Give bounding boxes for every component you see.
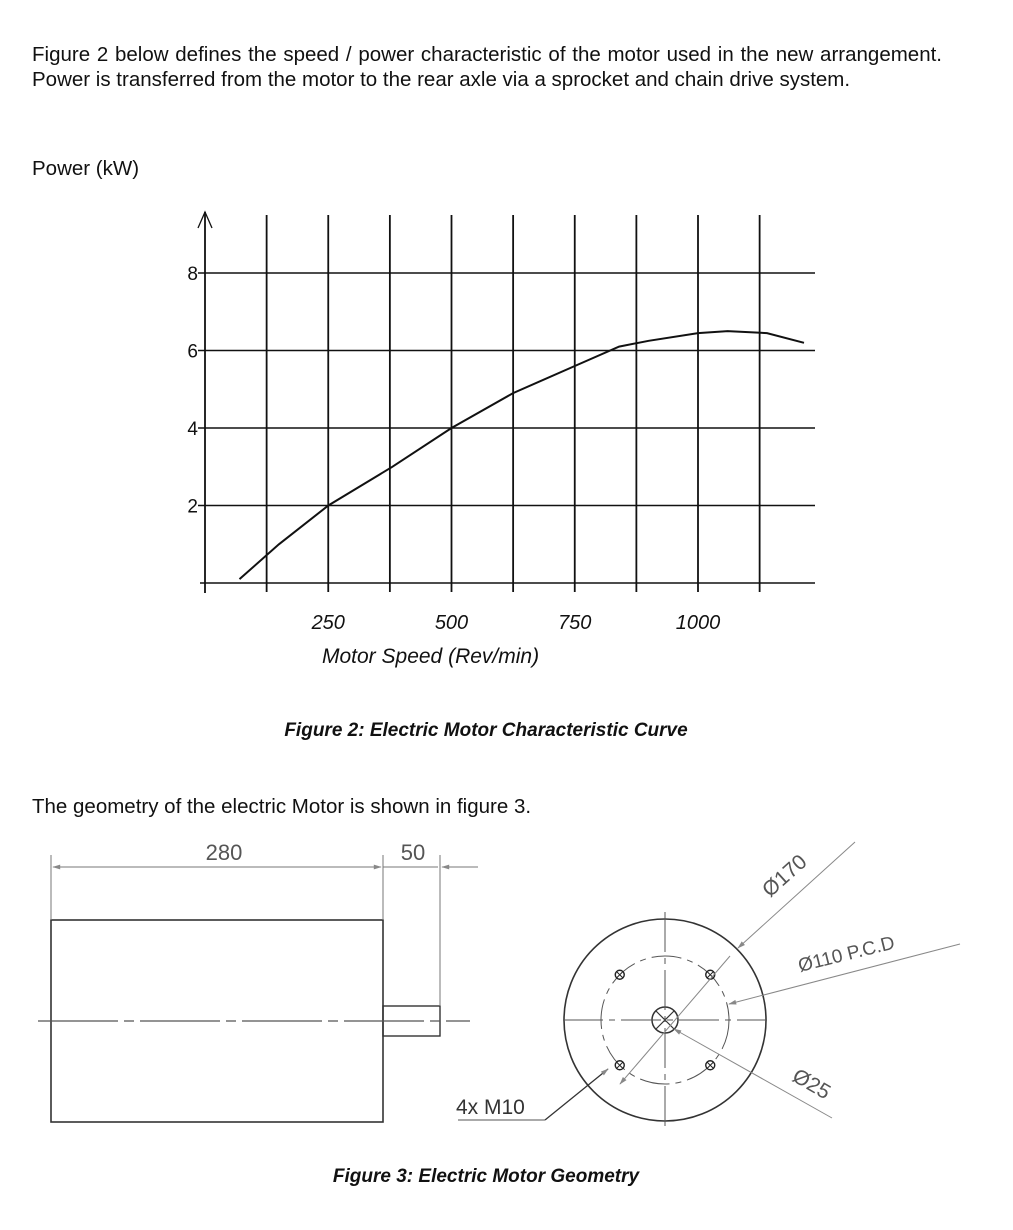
dim-body-length: 280 (205, 840, 243, 865)
x-tick-label: 500 (434, 612, 469, 634)
front-leaders (458, 842, 960, 1120)
y-tick-label: 8 (187, 264, 198, 285)
dim-shaft-length: 50 (400, 840, 426, 865)
x-tick-label: 1000 (675, 612, 721, 634)
y-tick-label: 2 (187, 496, 198, 518)
x-tick-label: 750 (558, 612, 592, 634)
dim-pcd: Ø110 P.C.D (796, 932, 897, 977)
dim-outer-diameter: Ø170 (757, 850, 812, 902)
motor-geometry-drawing (0, 830, 1013, 1150)
dim-shaft-diameter: Ø25 (788, 1064, 835, 1105)
y-tick-label: 4 (187, 419, 198, 440)
intro-paragraph: Figure 2 below defines the speed / power characteristic of the motor used in the new arrangement. Power is transferred from the motor to the rear axle via a sprocket and chain drive system. (32, 43, 942, 91)
bolts-label: 4x M10 (456, 1096, 525, 1119)
x-tick-label: 250 (311, 612, 345, 634)
motor-side-view (38, 855, 478, 1122)
y-tick-label: 6 (187, 341, 198, 363)
power-curve-line (240, 331, 805, 579)
bolt-hole (615, 970, 624, 979)
power-speed-chart (0, 200, 1013, 610)
chart-x-axis-label: Motor Speed (Rev/min) (322, 645, 540, 668)
bolt-hole (615, 1061, 624, 1070)
chart-y-axis-label: Power (kW) (32, 157, 140, 180)
bolt-hole (706, 1061, 715, 1070)
motor-front-view (563, 912, 767, 1128)
figure-3-caption: Figure 3: Electric Motor Geometry (332, 1166, 640, 1187)
figure-2-caption: Figure 2: Electric Motor Characteristic Curve (284, 720, 688, 741)
chart-y-ticks (187, 264, 198, 518)
geometry-paragraph: The geometry of the electric Motor is shown in figure 3. (32, 795, 532, 818)
chart-x-ticks (0, 612, 1013, 642)
